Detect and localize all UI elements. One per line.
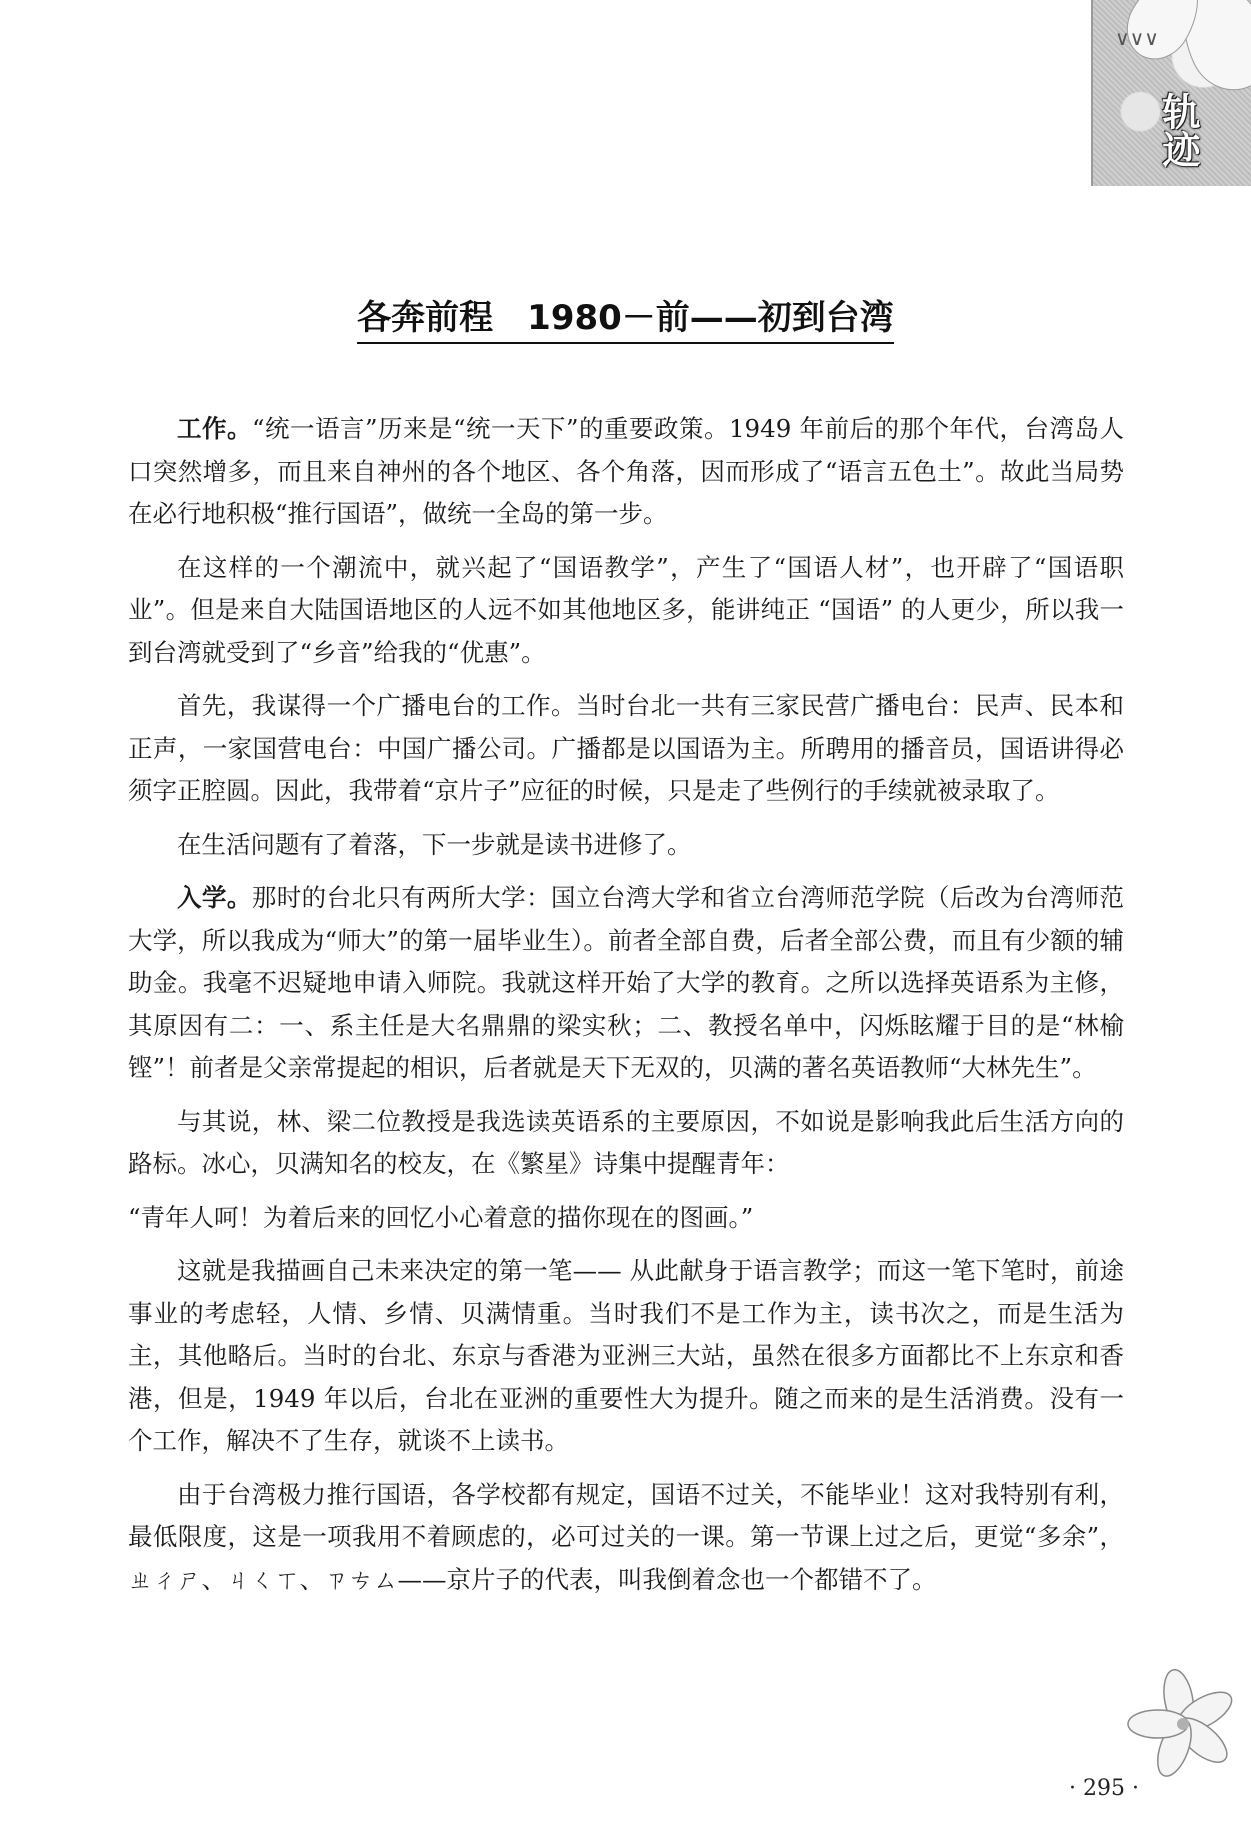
- paragraph: [128, 877, 1124, 1090]
- paragraph-text: 与其说，林、梁二位教授是我选读英语系的主要原因，不如说是影响我此后生活方向的路标。冰心，贝满知名的校友，在《繁星》诗集中提醒青年：: [128, 1106, 1124, 1178]
- paragraph-text: 由于台湾极力推行国语，各学校都有规定，国语不过关，不能毕业！这对我特别有利，最低限度，这是一项我用不着顾虑的，必可过关的一课。第一节课上过之后，更觉“多余”，ㄓㄔㄕ、ㄐㄑㄒ、ㄗㄘㄙ——京片子的代表，叫我倒着念也一个都错不了。: [128, 1479, 1124, 1594]
- paragraph: [128, 1101, 1124, 1186]
- paragraph: [128, 1474, 1124, 1602]
- paragraph: [128, 408, 1124, 536]
- paragraph: [128, 547, 1124, 675]
- paragraph-text: 在生活问题有了着落，下一步就是读书进修了。: [177, 829, 692, 859]
- paragraph-text: 这就是我描画自己未来决定的第一笔—— 从此献身于语言教学；而这一笔下笔时，前途事业的考虑轻，人情、乡情、贝满情重。当时我们不是工作为主，读书次之，而是生活为主，其他略后。当时的台北、东京与香港为亚洲三大站，虽然在很多方面都比不上东京和香港，但是，1949 年以后，台北在亚洲的重要性大为提升。随之而来的是生活消费。没有一个工作，解决不了生存，就谈不上读书。: [128, 1256, 1124, 1455]
- section-label: 轨迹: [1156, 92, 1200, 168]
- title-text: 各奔前程 1980－前——初到台湾: [357, 298, 894, 344]
- corner-decoration: [1091, 0, 1251, 186]
- page-title: [0, 290, 1251, 339]
- paragraph-text: “青年人呵！为着后来的回忆小心着意的描你现在的图画。”: [128, 1202, 754, 1232]
- paragraph-text: “统一语言”历来是“统一天下”的重要政策。1949 年前后的那个年代，台湾岛人口突然增多，而且来自神州的各个地区、各个角落，因而形成了“语言五色土”。故此当局势在必行地积极“推行国语”，做统一全岛的第一步。: [128, 414, 1124, 528]
- paragraph: [128, 824, 1124, 867]
- paragraph-text: 在这样的一个潮流中，就兴起了“国语教学”，产生了“国语人材”，也开辟了“国语职业”。但是来自大陆国语地区的人远不如其他地区多，能讲纯正 “国语” 的人更少，所以我一到台湾就受到了“乡音”给我的“优惠”。: [128, 552, 1124, 667]
- paragraph: [128, 685, 1124, 813]
- article-body: [128, 408, 1124, 1612]
- paragraph-text: 首先，我谋得一个广播电台的工作。当时台北一共有三家民营广播电台：民声、民本和正声，一家国营电台：中国广播公司。广播都是以国语为主。所聘用的播音员，国语讲得必须字正腔圆。因此，我带着“京片子”应征的时候，只是走了些例行的手续就被录取了。: [128, 691, 1124, 805]
- page-number: · 295 ·: [1069, 1776, 1139, 1801]
- paragraph-lead: 入学。: [177, 883, 252, 912]
- flower-icon: [1123, 1669, 1243, 1779]
- paragraph-text: 那时的台北只有两所大学：国立台湾大学和省立台湾师范学院（后改为台湾师范大学，所以我成为“师大”的第一届毕业生）。前者全部自费，后者全部公费，而且有少额的辅助金。我毫不迟疑地申请入师院。我就这样开始了大学的教育。之所以选择英语系为主修，其原因有二：一、系主任是大名鼎鼎的梁实秋；二、教授名单中，闪烁眩耀于目的是“林榆铿”！前者是父亲常提起的相识，后者就是天下无双的，贝满的著名英语教师“大林先生”。: [128, 883, 1125, 1082]
- paragraph-lead: 工作。: [177, 414, 252, 443]
- quote: [128, 1197, 1124, 1240]
- paragraph: [128, 1250, 1124, 1463]
- chevron-down-icon: ∨∨∨: [1115, 26, 1159, 50]
